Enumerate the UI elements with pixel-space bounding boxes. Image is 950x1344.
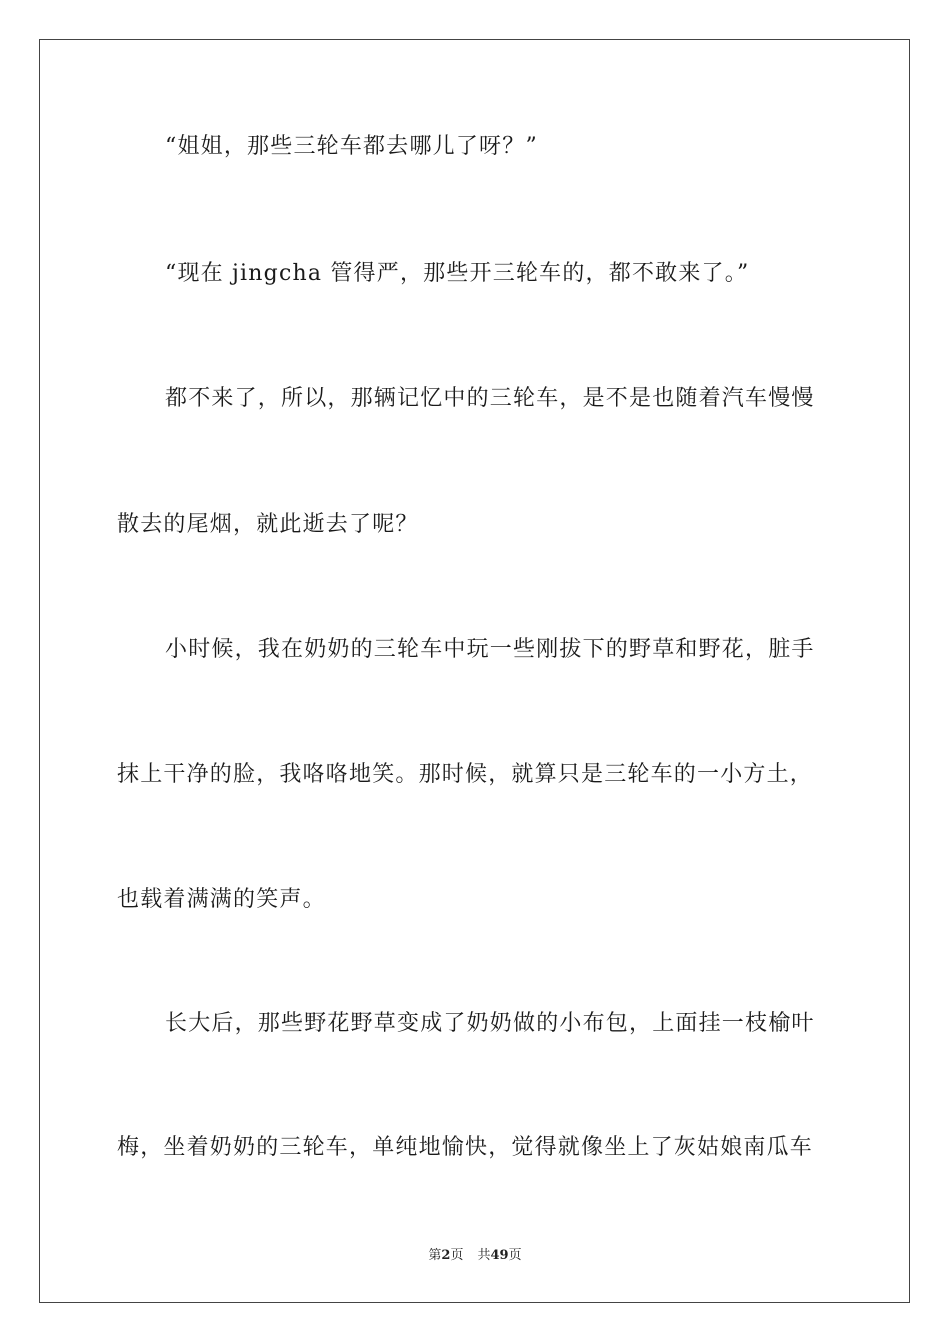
paragraph-line-4: 散去的尾烟，就此逝去了呢？ [117, 512, 419, 537]
paragraph-line-1: “姐姐，那些三轮车都去哪儿了呀？” [165, 134, 538, 159]
paragraph-line-7: 也载着满满的笑声。 [117, 887, 326, 912]
paragraph-line-2: “现在 jingcha 管得严，那些开三轮车的，都不敢来了。” [165, 261, 750, 286]
total-suffix: 页 [508, 1248, 522, 1263]
page-prefix: 第 [428, 1248, 442, 1263]
page-border [39, 39, 910, 1303]
paragraph-line-8: 长大后，那些野花野草变成了奶奶做的小布包，上面挂一枝榆叶 [165, 1011, 815, 1036]
paragraph-line-5: 小时候，我在奶奶的三轮车中玩一些刚拔下的野草和野花，脏手 [165, 637, 815, 662]
paragraph-line-9: 梅，坐着奶奶的三轮车，单纯地愉快，觉得就像坐上了灰姑娘南瓜车 [117, 1135, 814, 1160]
total-pages: 49 [490, 1248, 509, 1263]
page-suffix: 页 [450, 1248, 464, 1263]
page-footer [0, 1247, 950, 1265]
paragraph-line-3: 都不来了，所以，那辆记忆中的三轮车，是不是也随着汽车慢慢 [165, 386, 815, 411]
total-prefix: 共 [477, 1248, 491, 1263]
paragraph-line-6: 抹上干净的脸，我咯咯地笑。那时候，就算只是三轮车的一小方土， [117, 762, 814, 787]
page-number: 2 [441, 1248, 451, 1263]
